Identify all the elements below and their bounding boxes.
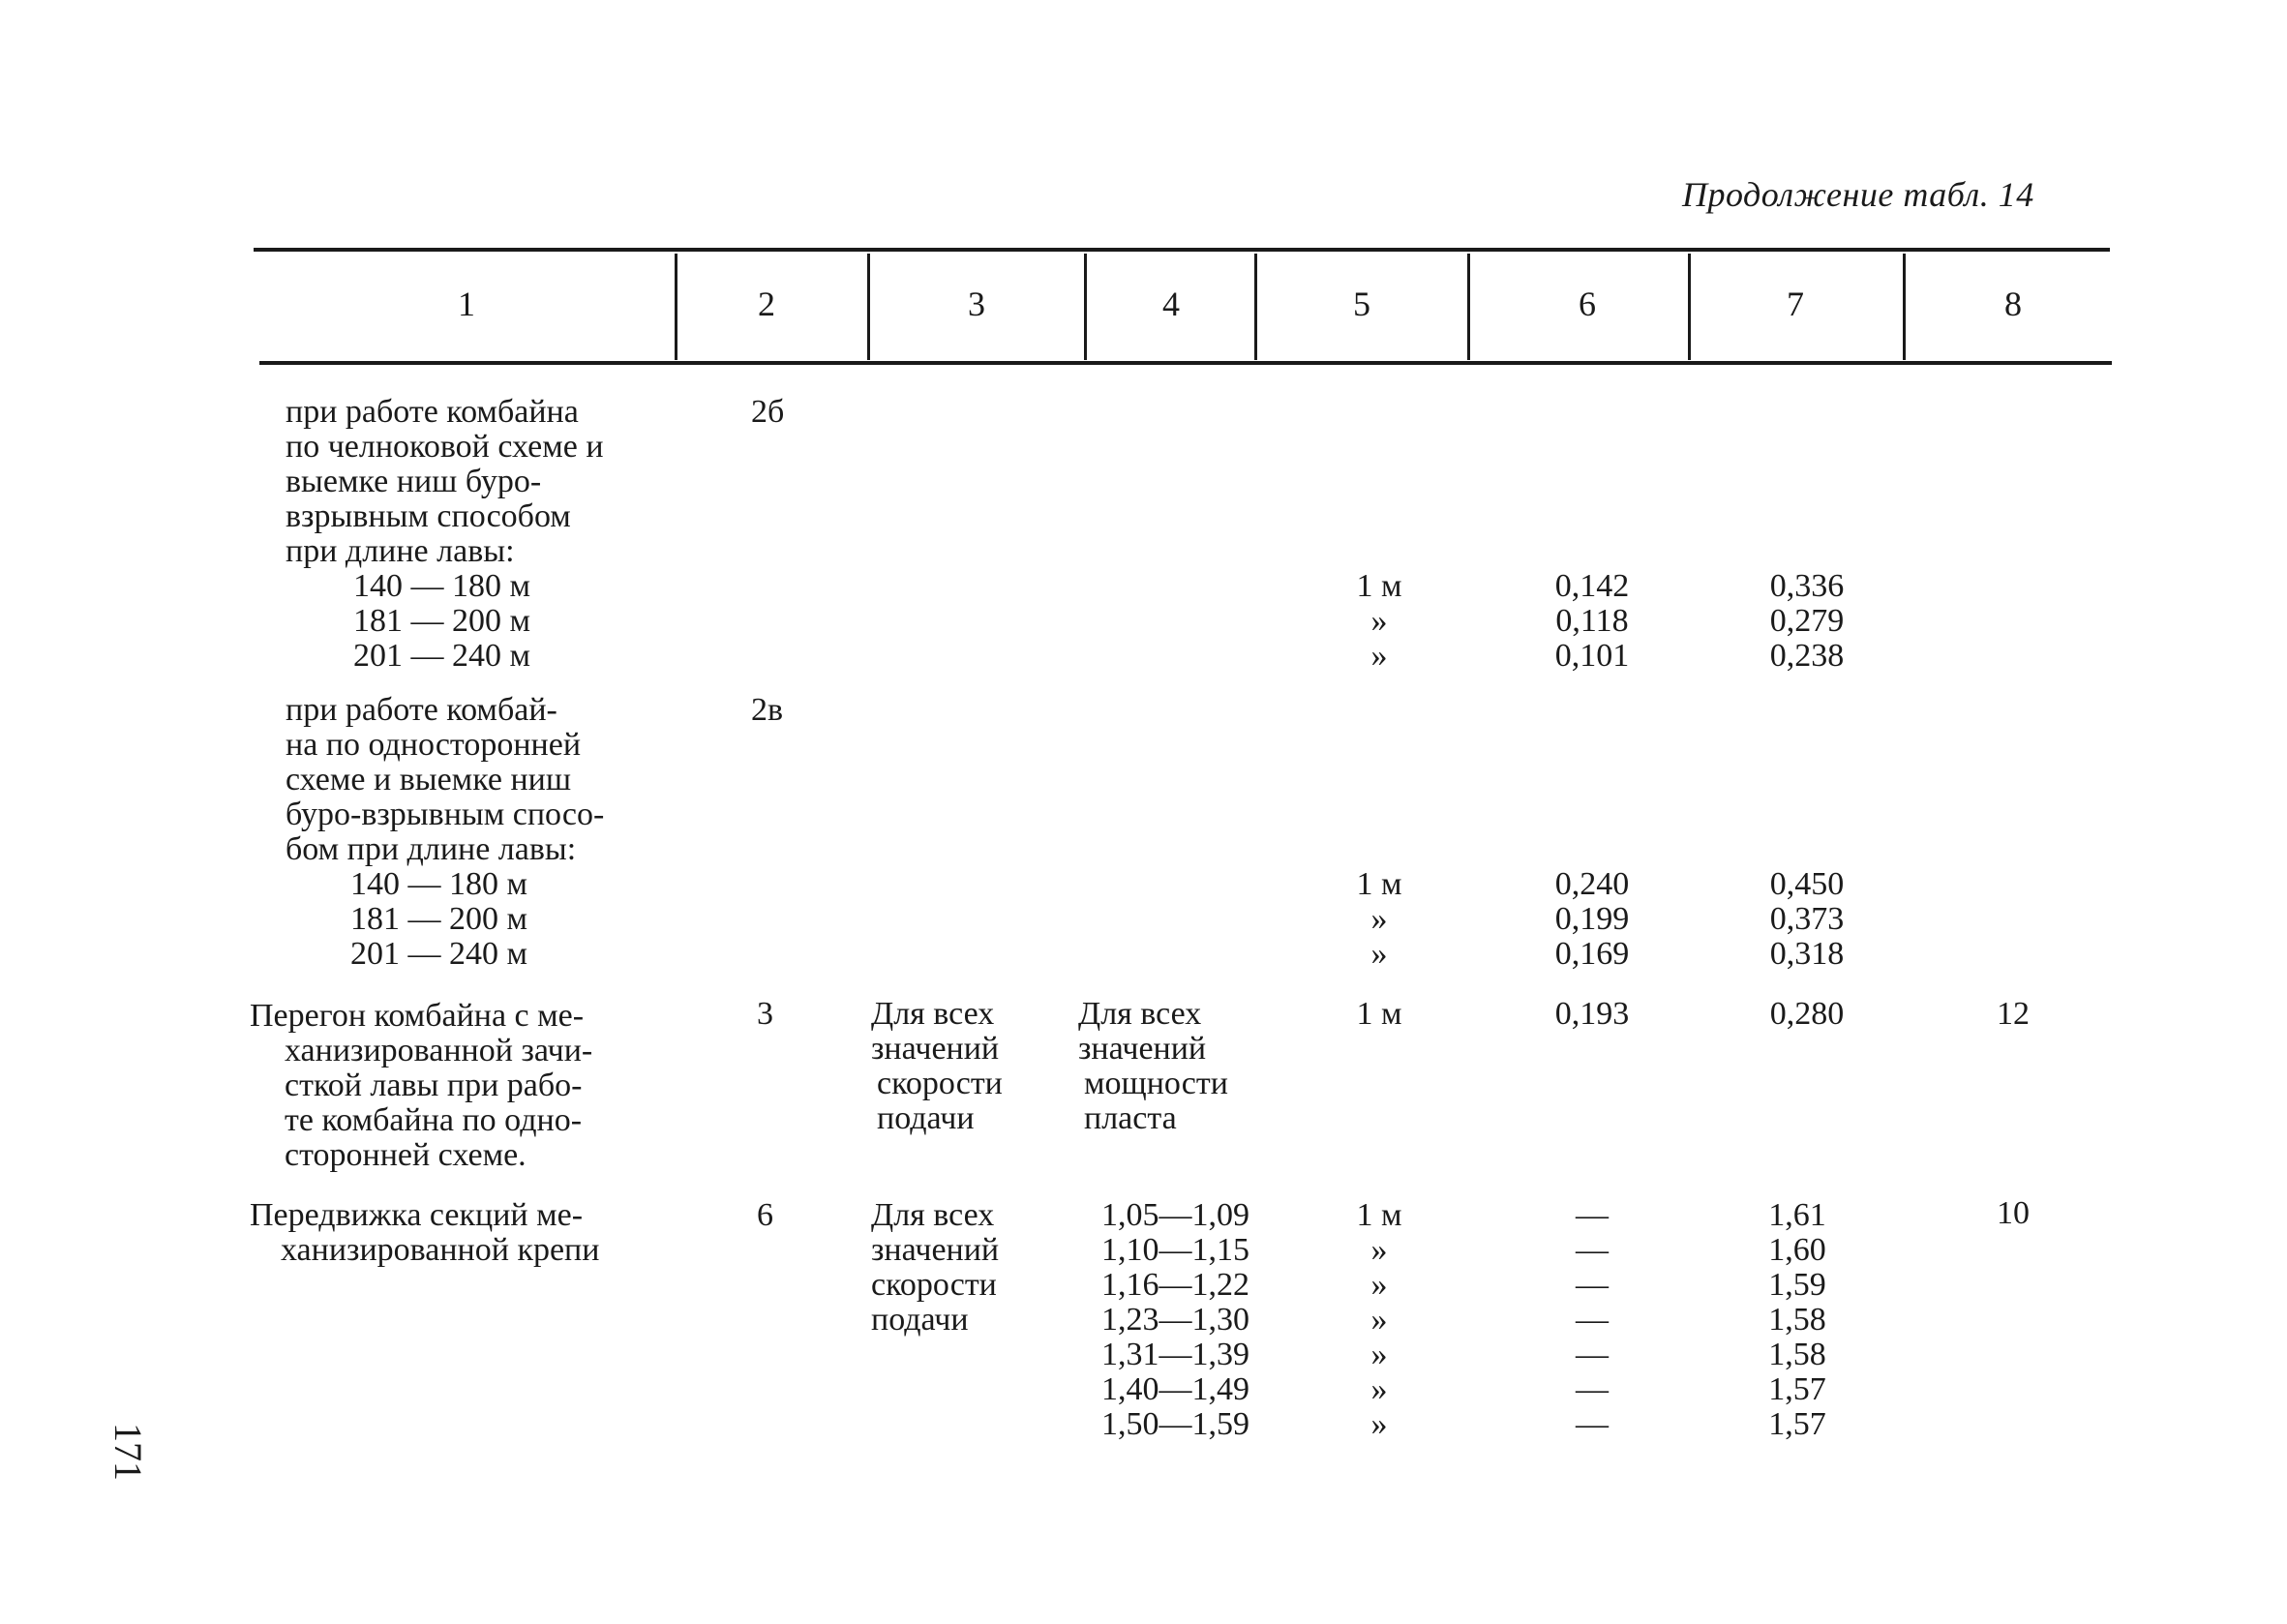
desc-line: сторонней схеме. <box>285 1137 527 1173</box>
value-cell: 0,318 <box>1769 936 1845 972</box>
value-cell: 0,169 <box>1554 936 1630 972</box>
note-line: значений <box>871 1232 1000 1268</box>
row-3-col5: 1 м <box>1356 996 1402 1032</box>
desc-line: схеме и выемке ниш <box>286 762 572 797</box>
length-range: 140 — 180 м <box>350 866 528 902</box>
unit-cell: » <box>1370 901 1388 937</box>
note-line: мощности <box>1084 1066 1228 1101</box>
note-line: пласта <box>1084 1100 1177 1136</box>
header-col-8: 8 <box>2004 285 2022 323</box>
row-3-col8: 12 <box>1997 996 2030 1032</box>
row-2v-col6 <box>1539 867 1645 972</box>
desc-line: Перегон комбайна с ме- <box>250 998 585 1034</box>
thickness-range: 1,05—1,09 <box>1101 1197 1249 1233</box>
row-2v-col2: 2в <box>751 692 784 728</box>
value-cell: — <box>1576 1232 1609 1268</box>
thickness-range: 1,31—1,39 <box>1101 1337 1249 1372</box>
note-line: подачи <box>871 1302 969 1338</box>
header-col-4: 4 <box>1162 285 1180 323</box>
value-cell: 0,336 <box>1769 568 1845 604</box>
row-4-col7 <box>1754 1198 1841 1442</box>
unit-cell: 1 м <box>1356 568 1402 604</box>
row-2b-col2: 2б <box>751 394 785 430</box>
value-cell: 1,57 <box>1768 1406 1826 1442</box>
header-col-3: 3 <box>968 285 985 323</box>
value-cell: 0,240 <box>1554 866 1630 902</box>
desc-line: буро-взрывным спосо- <box>286 797 605 832</box>
header-separator <box>675 254 677 360</box>
thickness-range: 1,40—1,49 <box>1101 1371 1249 1407</box>
desc-line: взрывным способом <box>286 498 571 534</box>
length-range: 201 — 240 м <box>353 638 531 674</box>
row-2v-description <box>286 693 668 867</box>
desc-line: Передвижка секций ме- <box>250 1197 584 1233</box>
desc-line: при работе комбай- <box>286 692 557 728</box>
row-4-col5 <box>1336 1198 1423 1442</box>
desc-line: выемке ниш буро- <box>286 464 542 499</box>
value-cell: 0,142 <box>1554 568 1630 604</box>
row-2b-col7 <box>1754 569 1860 674</box>
page-number: 171 <box>106 1423 150 1481</box>
value-cell: 0,238 <box>1769 638 1845 674</box>
desc-line: при длине лавы: <box>286 533 515 569</box>
value-cell: 0,101 <box>1554 638 1630 674</box>
note-line: Для всех <box>871 1197 995 1233</box>
value-cell: 1,58 <box>1768 1337 1826 1372</box>
row-2v-lengths <box>350 867 527 972</box>
length-range: 140 — 180 м <box>353 568 531 604</box>
header-col-2: 2 <box>758 285 775 323</box>
row-2v-col5 <box>1336 867 1423 972</box>
unit-cell: » <box>1370 1302 1388 1338</box>
thickness-range: 1,50—1,59 <box>1101 1406 1249 1442</box>
unit-cell: » <box>1370 603 1388 639</box>
header-separator <box>1903 254 1906 360</box>
desc-line: сткой лавы при рабо- <box>285 1068 583 1103</box>
row-4-col4 <box>1101 1198 1249 1442</box>
value-cell: — <box>1576 1197 1609 1233</box>
desc-line: на по односторонней <box>286 727 582 763</box>
header-bottom-rule <box>259 361 2112 365</box>
desc-line: при работе комбайна <box>286 394 579 430</box>
unit-cell: » <box>1370 1371 1388 1407</box>
value-cell: — <box>1576 1406 1609 1442</box>
value-cell: 0,199 <box>1554 901 1630 937</box>
length-range: 181 — 200 м <box>353 603 531 639</box>
thickness-range: 1,23—1,30 <box>1101 1302 1249 1338</box>
header-col-6: 6 <box>1579 285 1596 323</box>
header-separator <box>867 254 870 360</box>
unit-cell: 1 м <box>1356 1197 1402 1233</box>
desc-line: по челноковой схеме и <box>286 429 604 465</box>
header-separator <box>1467 254 1470 360</box>
row-4-col6 <box>1549 1198 1636 1442</box>
unit-cell: 1 м <box>1356 866 1402 902</box>
unit-cell: » <box>1370 1232 1388 1268</box>
unit-cell: » <box>1370 1267 1388 1303</box>
value-cell: 0,118 <box>1555 603 1629 639</box>
row-3-col6: 0,193 <box>1554 996 1630 1032</box>
length-range: 181 — 200 м <box>350 901 528 937</box>
row-2b-description <box>286 395 668 569</box>
row-4-col2: 6 <box>757 1197 773 1233</box>
row-3-col7: 0,280 <box>1769 996 1845 1032</box>
unit-cell: » <box>1370 1337 1388 1372</box>
note-line: Для всех <box>871 996 995 1032</box>
header-separator <box>1254 254 1257 360</box>
row-2b-col6 <box>1539 569 1645 674</box>
note-line: значений <box>871 1031 1000 1067</box>
unit-cell: » <box>1370 638 1388 674</box>
note-line: Для всех <box>1078 996 1202 1032</box>
row-2v-col7 <box>1754 867 1860 972</box>
row-2b-col5 <box>1336 569 1423 674</box>
unit-cell: » <box>1370 936 1388 972</box>
value-cell: — <box>1576 1371 1609 1407</box>
header-separator <box>1084 254 1087 360</box>
row-4-col3 <box>871 1198 999 1338</box>
value-cell: — <box>1576 1337 1609 1372</box>
unit-cell: » <box>1370 1406 1388 1442</box>
value-cell: 1,61 <box>1768 1197 1826 1233</box>
row-3-description <box>250 999 668 1173</box>
value-cell: 1,58 <box>1768 1302 1826 1338</box>
header-col-7: 7 <box>1787 285 1804 323</box>
value-cell: 1,60 <box>1768 1232 1826 1268</box>
desc-line: ханизированной зачи- <box>285 1033 593 1068</box>
header-separator <box>1688 254 1691 360</box>
value-cell: 1,59 <box>1768 1267 1826 1303</box>
desc-line: бом при длине лавы: <box>286 831 577 867</box>
header-col-1: 1 <box>458 285 475 323</box>
header-col-5: 5 <box>1353 285 1370 323</box>
row-4-col8: 10 <box>1997 1195 2030 1231</box>
table-caption: Продолжение табл. 14 <box>1682 175 2034 214</box>
note-line: подачи <box>877 1100 975 1136</box>
row-4-description <box>250 1198 668 1268</box>
row-3-col3 <box>871 997 1003 1136</box>
thickness-range: 1,10—1,15 <box>1101 1232 1249 1268</box>
note-line: значений <box>1078 1031 1207 1067</box>
value-cell: 0,373 <box>1769 901 1845 937</box>
row-3-col2: 3 <box>757 996 773 1032</box>
value-cell: — <box>1576 1302 1609 1338</box>
note-line: скорости <box>871 1267 997 1303</box>
value-cell: 1,57 <box>1768 1371 1826 1407</box>
row-3-col4 <box>1078 997 1228 1136</box>
value-cell: 0,279 <box>1769 603 1845 639</box>
desc-line: ханизированной крепи <box>281 1232 600 1268</box>
note-line: скорости <box>877 1066 1003 1101</box>
value-cell: 0,450 <box>1769 866 1845 902</box>
value-cell: — <box>1576 1267 1609 1303</box>
row-2b-lengths <box>353 569 530 674</box>
header-top-rule <box>254 248 2110 252</box>
desc-line: те комбайна по одно- <box>285 1102 583 1138</box>
length-range: 201 — 240 м <box>350 936 528 972</box>
thickness-range: 1,16—1,22 <box>1101 1267 1249 1303</box>
